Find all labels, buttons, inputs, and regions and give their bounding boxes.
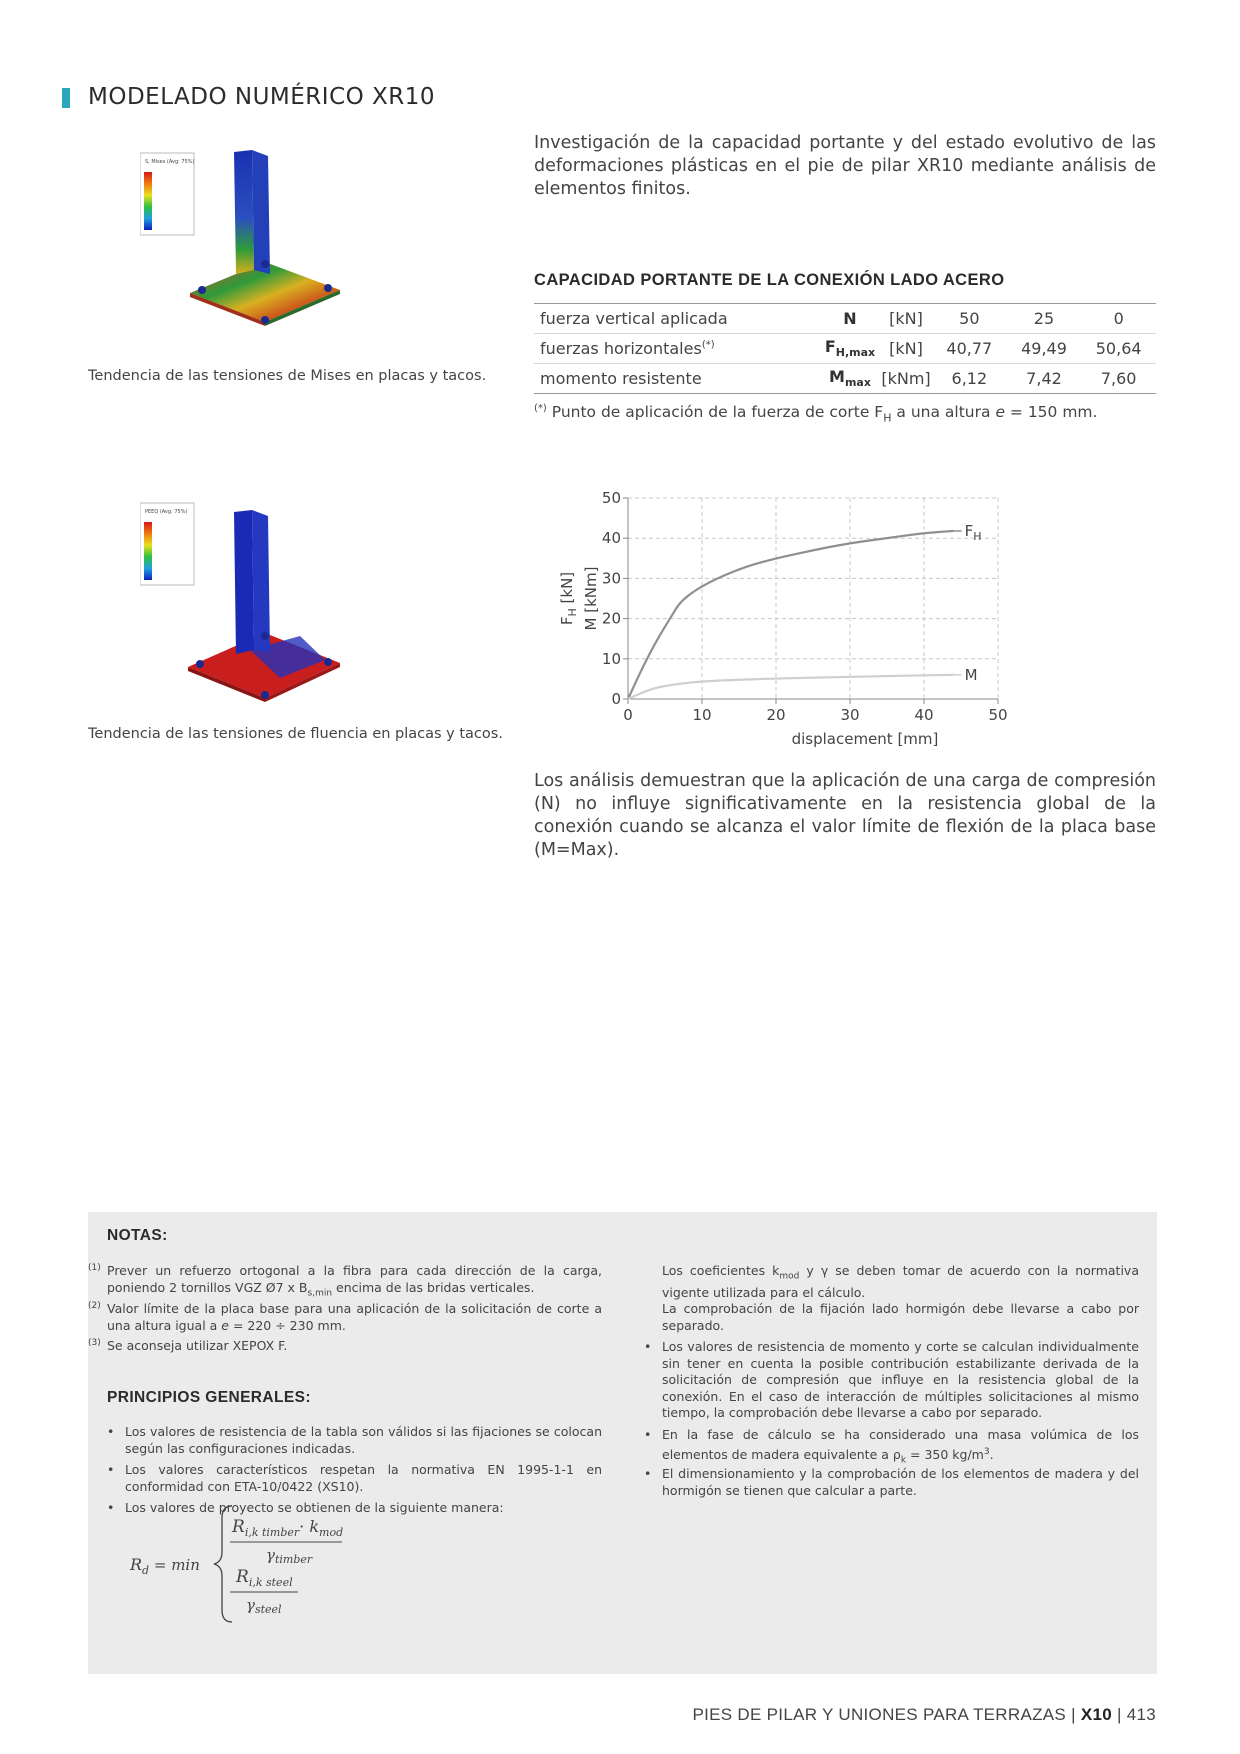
table-title: CAPACIDAD PORTANTE DE LA CONEXIÓN LADO ACERO — [534, 271, 1005, 289]
x-axis-label: displacement [mm] — [791, 730, 939, 748]
x-tick-label: 30 — [840, 706, 860, 724]
row-value: 0 — [1081, 304, 1156, 334]
formula-lhs: $R_d = \min$ — [130, 1555, 200, 1577]
row-value: 50,64 — [1081, 334, 1156, 364]
analysis-paragraph: Los análisis demuestran que la aplicación de una carga de compresión (N) no influye significativamente en la resistencia global de la conexión cuando se alcanza el valor límite de flexión de la placa base (M=Max). — [534, 771, 1156, 860]
rcol-paragraph-1: Los coeficientes $k_{mod}$ y γ se deben tomar de acuerdo con la normativa vigente utilizada para el cálculo. — [662, 1263, 1139, 1300]
series-label: $F_H$ — [964, 521, 982, 543]
x-tick-label: 10 — [692, 706, 712, 724]
formula-brace — [214, 1506, 232, 1622]
row-label: fuerza vertical aplicada — [534, 304, 820, 334]
row-value: 25 — [1007, 304, 1082, 334]
row-symbol: $M_{max}$ — [820, 364, 880, 394]
formula-term-1-numerator: $R_{i,k timber}\cdot k_{mod}$ — [232, 1517, 344, 1539]
row-symbol: N — [820, 304, 880, 334]
rcol-bullet: • En la fase de cálculo se ha considerado una masa volúmica de los elementos de madera equivalente a $\rho_k = 350$ $kg/m^3$. — [662, 1427, 1139, 1469]
row-unit: [kNm] — [880, 364, 932, 394]
title-accent-bar — [62, 88, 70, 108]
note-3: (3) Se aconseja utilizar XEPOX F. — [88, 1338, 288, 1353]
fig2-legend-title: PEEQ (Avg: 75%) — [145, 509, 188, 515]
row-unit: [kN] — [880, 304, 932, 334]
y-tick-label: 0 — [611, 690, 621, 708]
series-label: M — [964, 665, 978, 684]
y-tick-label: 20 — [601, 609, 621, 628]
row-value: 50 — [932, 304, 1007, 334]
row-value: 7,60 — [1081, 364, 1156, 394]
footer-code: X10 — [1080, 1705, 1112, 1724]
rcol-paragraph-2: La comprobación de la fijación lado hormigón debe llevarse a cabo por separado. — [662, 1301, 1139, 1333]
series-line-fh — [628, 531, 954, 699]
formula-term-2-numerator: $R_{i,k steel}$ — [236, 1567, 293, 1589]
x-tick-label: 40 — [914, 706, 934, 724]
formula-term-1-denominator: $\gamma_{timber}$ — [266, 1546, 313, 1566]
fig1-legend-title: S, Mises (Avg: 75%) — [145, 159, 195, 165]
x-tick-label: 0 — [623, 706, 633, 724]
design-formula — [130, 1490, 370, 1625]
table-row — [534, 304, 1156, 334]
displacement-chart — [530, 486, 1130, 756]
rcol-bullet: • Los valores de resistencia de momento y corte se calculan individualmente sin tener en cuenta la posible contribución estabilizante derivada de la solicitación de compresión que influye en la resistencia global de la conexión. En el caso de interacción de múltiples solicitaciones al mismo tiempo, la comprobación debe llevarse a cabo por separado. — [662, 1339, 1139, 1422]
y-axis-label-fh: $F_H$ [kN] — [558, 571, 579, 626]
chart-series — [628, 522, 982, 699]
chart-ticks — [602, 489, 1008, 724]
footer-section: PIES DE PILAR Y UNIONES PARA TERRAZAS — [692, 1705, 1067, 1724]
row-value: 40,77 — [932, 334, 1007, 364]
row-value: 6,12 — [932, 364, 1007, 394]
formula-term-2-denominator: $\gamma_{steel}$ — [246, 1596, 282, 1616]
row-label: fuerzas horizontales(*) — [534, 334, 820, 364]
principle-bullet: • Los valores de resistencia de la tabla son válidos si las fijaciones se colocan según las configuraciones indicadas. — [125, 1424, 602, 1457]
note-2: (2) Valor límite de la placa base para una aplicación de la solicitación de corte a una altura igual a e = 220 ÷ 230 mm. — [88, 1301, 602, 1333]
footer-page-number: 413 — [1126, 1705, 1156, 1724]
y-tick-label: 30 — [601, 569, 621, 588]
page-title: MODELADO NUMÉRICO XR10 — [88, 84, 436, 110]
principle-bullet: • Los valores de proyecto se obtienen de la siguiente manera: — [125, 1500, 602, 1517]
fig1-caption: Tendencia de las tensiones de Mises en placas y tacos. — [88, 368, 487, 384]
table-row — [534, 334, 1156, 364]
principles-title: PRINCIPIOS GENERALES: — [107, 1389, 311, 1406]
y-tick-label: 50 — [601, 489, 621, 507]
row-symbol: $F_{H,max}$ — [820, 334, 880, 364]
series-line-m — [628, 675, 954, 699]
y-tick-label: 10 — [601, 649, 621, 668]
rcol-bullet: • El dimensionamiento y la comprobación de los elementos de madera y del hormigón se tienen que calcular a parte. — [662, 1466, 1139, 1499]
row-value: 7,42 — [1007, 364, 1082, 394]
table-row — [534, 364, 1156, 394]
fem-mises-figure — [140, 150, 380, 355]
note-1: (1) Prever un refuerzo ortogonal a la fibra para cada dirección de la carga, poniendo 2 tornillos VGZ Ø7 x $B_{s,min}$ encima de las bridas verticales. — [88, 1263, 602, 1298]
fem-peeq-figure — [140, 500, 380, 710]
row-unit: [kN] — [880, 334, 932, 364]
notes-title: NOTAS: — [107, 1227, 168, 1244]
capacity-table — [534, 303, 1156, 394]
y-axis-label-m: M [kNm] — [582, 566, 600, 631]
row-label: momento resistente — [534, 364, 820, 394]
y-tick-label: 40 — [601, 529, 621, 548]
x-tick-label: 50 — [988, 706, 1008, 724]
intro-paragraph: Investigación de la capacidad portante y del estado evolutivo de las deformaciones plásticas en el pie de pilar XR10 mediante análisis de elementos finitos. — [534, 133, 1156, 199]
row-value: 49,49 — [1007, 334, 1082, 364]
principle-bullet: • Los valores característicos respetan la normativa EN 1995-1-1 en conformidad con ETA-10/0422 (XS10). — [125, 1462, 602, 1495]
table-footnote: (*) Punto de aplicación de la fuerza de corte $F_H$ a una altura e = 150 mm. — [534, 403, 1098, 425]
x-tick-label: 20 — [766, 706, 786, 724]
page-footer: PIES DE PILAR Y UNIONES PARA TERRAZAS | X10 | 413 — [692, 1705, 1156, 1724]
fig2-caption: Tendencia de las tensiones de fluencia en placas y tacos. — [88, 726, 503, 742]
